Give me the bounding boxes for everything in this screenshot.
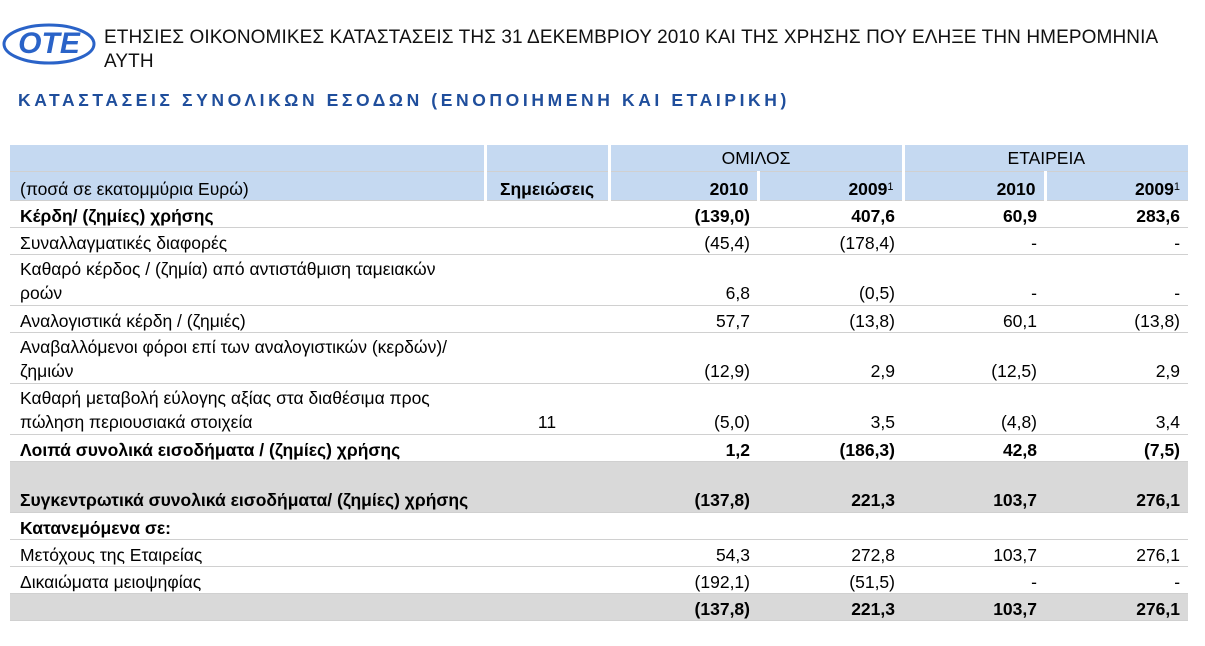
header-row-groups [10, 145, 1188, 172]
company-2010-value: - [903, 567, 1045, 594]
row-label: Καθαρό κέρδος / (ζημία) από αντιστάθμιση ταμειακών ροών [10, 255, 485, 306]
company-2010-value: 103,7 [903, 540, 1045, 567]
row-label: Καθαρή μεταβολή εύλογης αξίας στα διαθέσιμα προς πώληση περιουσιακά στοιχεία [10, 384, 485, 435]
table-row-total [10, 462, 1188, 513]
company-2009-value: 3,4 [1045, 384, 1188, 435]
row-label: Δικαιώματα μειοψηφίας [10, 567, 485, 594]
row-note [485, 255, 609, 306]
company-2009-value: - [1045, 567, 1188, 594]
footnote-marker: 1 [887, 181, 894, 193]
group-2009-value: (0,5) [758, 255, 903, 306]
group-2009-value: 2,9 [758, 333, 903, 384]
group-2010-value: 6,8 [609, 255, 758, 306]
company-2010-value: - [903, 228, 1045, 255]
group-2010-value [609, 513, 758, 540]
company-2009-value: 2,9 [1045, 333, 1188, 384]
ote-logo [2, 22, 98, 66]
ote-logo-graphic [2, 22, 98, 66]
group-2010-value: (139,0) [609, 201, 758, 228]
row-note: 11 [485, 384, 609, 435]
row-note [485, 201, 609, 228]
table-row [10, 513, 1188, 540]
row-label: Λοιπά συνολικά εισοδήματα / (ζημίες) χρήσης [10, 435, 485, 462]
table-row [10, 567, 1188, 594]
table-row [10, 228, 1188, 255]
table-row [10, 435, 1188, 462]
group-2010-value: (45,4) [609, 228, 758, 255]
row-note [485, 435, 609, 462]
footnote-marker: 1 [1173, 181, 1181, 193]
company-2009-value: (7,5) [1045, 435, 1188, 462]
row-note [485, 333, 609, 384]
group-2009-value: 407,6 [758, 201, 903, 228]
document-title: ΕΤΗΣΙΕΣ ΟΙΚΟΝΟΜΙΚΕΣ ΚΑΤΑΣΤΑΣΕΙΣ ΤΗΣ 31 ΔΕΚΕΜΒΡΙΟΥ 2010 ΚΑΙ ΤΗΣ ΧΡΗΣΗΣ ΠΟΥ ΕΛΗΞΕ ΤΗΝ ΗΜΕΡΟΜΗΝΙΑ ΑΥΤΗ [104, 27, 1158, 72]
group-2009-value [758, 513, 903, 540]
group-2010-value: (5,0) [609, 384, 758, 435]
group-2009-value: (51,5) [758, 567, 903, 594]
group-2009-value: (186,3) [758, 435, 903, 462]
group-2010-value: (137,8) [609, 594, 758, 621]
table-row [10, 306, 1188, 333]
row-label: Αναλογιστικά κέρδη / (ζημιές) [10, 306, 485, 333]
company-header: ΕΤΑΙΡΕΙΑ [903, 145, 1188, 172]
row-label: Αναβαλλόμενοι φόροι επί των αναλογιστικών (κερδών)/ ζημιών [10, 333, 485, 384]
company-2009-value [1045, 513, 1188, 540]
comprehensive-income-table [10, 145, 1188, 621]
table-row [10, 255, 1188, 306]
company-2010-value: (4,8) [903, 384, 1045, 435]
notes-header: Σημειώσεις [485, 172, 609, 201]
group-2009-value: 272,8 [758, 540, 903, 567]
company-2009-value: 283,6 [1045, 201, 1188, 228]
group-2010-value: (12,9) [609, 333, 758, 384]
group-year-2010: 2010 [609, 172, 758, 201]
company-year-2009: 2009$^1$ [1045, 172, 1188, 201]
company-2010-value: 60,9 [903, 201, 1045, 228]
company-2009-value: 276,1 [1045, 594, 1188, 621]
row-note [485, 306, 609, 333]
company-2009-value: (13,8) [1045, 306, 1188, 333]
header-blank-notes [485, 145, 609, 172]
table-row [10, 384, 1188, 435]
group-2009-value: 3,5 [758, 384, 903, 435]
group-2010-value: 1,2 [609, 435, 758, 462]
row-note [485, 228, 609, 255]
row-label: Κέρδη/ (ζημίες) χρήσης [10, 201, 485, 228]
row-label: Συγκεντρωτικά συνολικά εισοδήματα/ (ζημίες) χρήσης [10, 462, 485, 513]
row-label: Κατανεμόμενα σε: [10, 513, 485, 540]
header-blank-cell [10, 145, 485, 172]
group-2009-value: 221,3 [758, 462, 903, 513]
table-row [10, 333, 1188, 384]
company-2010-value: 60,1 [903, 306, 1045, 333]
header-row-years [10, 172, 1188, 201]
company-2010-value: - [903, 255, 1045, 306]
group-2010-value: (137,8) [609, 462, 758, 513]
group-2010-value: 57,7 [609, 306, 758, 333]
company-2009-value: 276,1 [1045, 540, 1188, 567]
company-2010-value: 42,8 [903, 435, 1045, 462]
row-note [485, 594, 609, 621]
table-row [10, 201, 1188, 228]
row-note [485, 540, 609, 567]
group-2009-value: (178,4) [758, 228, 903, 255]
group-year-2009: 2009$^1$ [758, 172, 903, 201]
company-2009-value: - [1045, 228, 1188, 255]
row-note [485, 513, 609, 540]
company-2010-value: 103,7 [903, 462, 1045, 513]
company-year-2010: 2010 [903, 172, 1045, 201]
company-2010-value: (12,5) [903, 333, 1045, 384]
row-label: Συναλλαγματικές διαφορές [10, 228, 485, 255]
table-row [10, 540, 1188, 567]
group-2009-value: 221,3 [758, 594, 903, 621]
company-2010-value [903, 513, 1045, 540]
group-2009-value: (13,8) [758, 306, 903, 333]
section-title: ΚΑΤΑΣΤΑΣΕΙΣ ΣΥΝΟΛΙΚΩΝ ΕΣΟΔΩΝ (ΕΝΟΠΟΙΗΜΕΝΗ ΚΑΙ ΕΤΑΙΡΙΚΗ) [18, 90, 790, 110]
row-label [10, 594, 485, 621]
row-note [485, 462, 609, 513]
row-label: Μετόχους της Εταιρείας [10, 540, 485, 567]
company-2010-value: 103,7 [903, 594, 1045, 621]
group-2010-value: 54,3 [609, 540, 758, 567]
company-2009-value: 276,1 [1045, 462, 1188, 513]
logo-text: OTE [18, 27, 80, 60]
company-2009-value: - [1045, 255, 1188, 306]
table-row-total [10, 594, 1188, 621]
units-label: (ποσά σε εκατομμύρια Ευρώ) [10, 172, 485, 201]
group-2010-value: (192,1) [609, 567, 758, 594]
group-header: ΟΜΙΛΟΣ [609, 145, 903, 172]
row-note [485, 567, 609, 594]
